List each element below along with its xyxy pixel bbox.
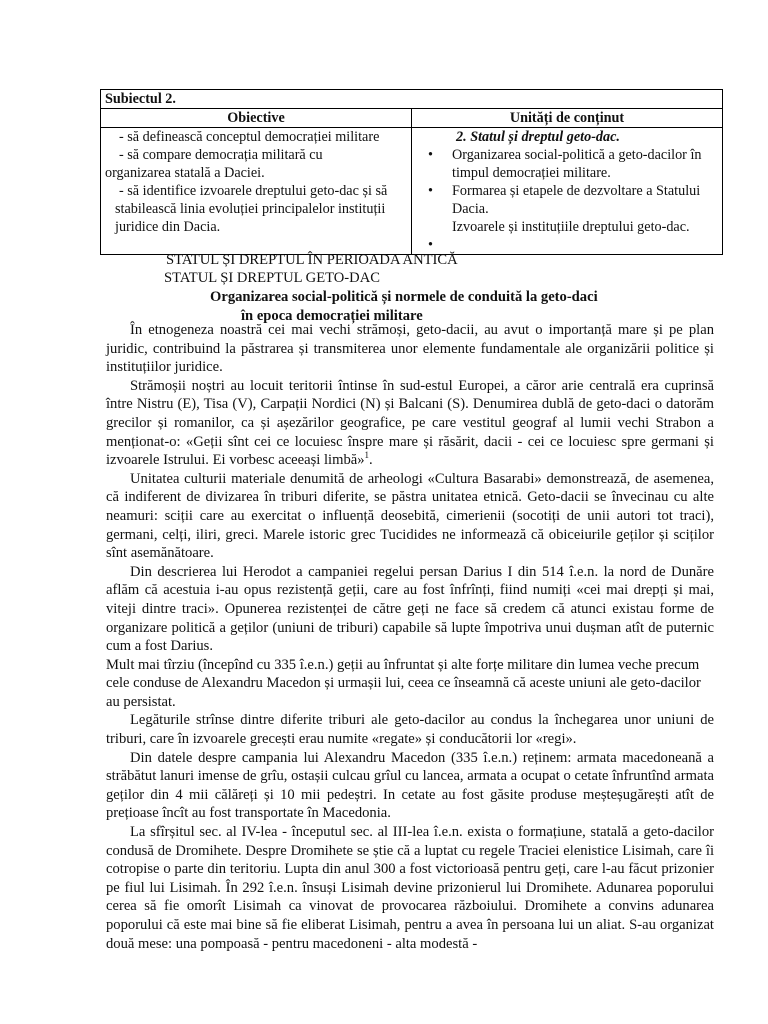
paragraph: Mult mai tîrziu (începînd cu 335 î.e.n.) geții au înfruntat și alte forțe militare din lumea veche precum cele conduse de Alexandru Macedon și urmașii lui, ceea ce înseamnă că aceste uniuni ale geto-dacilor au persistat. bbox=[106, 656, 701, 710]
paragraph: La sfîrșitul sec. al IV-lea - începutul sec. al III-lea î.e.n. exista o formațiune, statală a geto-dacilor condusă de Dromihete. Despre Dromihete se știe că a luptat cu regele Traciei elenistice Lisimah, care îi cotropise o parte din teritoriu. Lupta din anul 300 a fost victorioasă pentru geți, care l-au făcut prizonier pe fiul lui Lisimah. În 292 î.e.n. însuși Lisimah devine prizonierul lui Dromihete. Adunarea poporului cerea să fie omorît Lisimah ca vinovat de provocarea războiului. Dromihete a convins adunarea poporului că este mai bine să fie eliberat Lisimah, pentru a avea în persoana lui un aliat. S-au organizat două mese: una pompoasă - pentru macedoneni - alta modestă - bbox=[106, 824, 714, 952]
paragraph bbox=[106, 377, 714, 470]
paragraph-end: . bbox=[369, 452, 373, 469]
paragraph: Din datele despre campania lui Alexandru Macedon (335 î.e.n.) reținem: armata macedoneană a străbătut lanuri imense de grîu, ostașii culcau grîul cu lancea, armata a ocupat o cetate înfruntînd armata geților din 4 mii călăreți și 10 mii pedeștri. In cetate au fost găsite produse meșteșugărești atît de prețioase încît au fost transportate în Macedonia. bbox=[106, 749, 714, 822]
paragraph: Din descrierea lui Herodot a campaniei regelui persan Darius I din 514 î.e.n. la nord de Dunăre aflăm că acestuia i-au opus rezistență geții, care au fost înfrînți, fiind numiți «cei mai drepți și mai, viteji dintre traci». Opunerea rezistenței de către geți ne face să credem că atunci existau forme de organizare politică a geților (uniuni de triburi) capabile să lupte împotriva unui dușman atît de puternic cum a fost Darius. bbox=[106, 563, 714, 655]
section-heading: Organizarea social-politică și normele de conduită la geto-daci bbox=[210, 289, 598, 305]
objective-line: stabilească linia evoluției principalelor instituții bbox=[115, 201, 386, 217]
objectives-header: Obiective bbox=[101, 109, 412, 128]
paragraph: Legăturile strînse dintre diferite triburi ale geto-dacilor au condus la închegarea unor uniuni de triburi, care în izvoarele grecești erau numite «regate» și conducătorii lor «regi». bbox=[106, 712, 714, 748]
footnote-ref: 1 bbox=[364, 450, 370, 461]
objective-line: organizarea statală a Daciei. bbox=[105, 165, 265, 181]
objective-line: juridice din Dacia. bbox=[115, 219, 221, 235]
objective-line: - să identifice izvoarele dreptului geto-dac și să bbox=[119, 183, 388, 199]
body-text bbox=[106, 321, 714, 953]
unit-extra: Izvoarele și instituțiile dreptului geto-dac. bbox=[452, 219, 690, 235]
units-header: Unități de conținut bbox=[412, 109, 723, 128]
objectives-cell bbox=[101, 128, 412, 255]
unit-item: • Organizarea social-politică a geto-dacilor în timpul democrației militare. bbox=[416, 146, 718, 182]
paragraph: Unitatea culturii materiale denumită de arheologi «Cultura Basarabi» demonstrează, de asemenea, că indiferent de divizarea în triburi diferite, se păstra unitatea etnică. Geto-dacii se învecinau cu alte neamuri: sciții care au exercitat o influență deosebită, cimerienii (socotiți de unii autori tot traci), germani, celți, iliri, greci. Marele istoric grec Tucidides ne informează că obiceiurile geților și sciților sînt asemănătoare. bbox=[106, 470, 714, 562]
unit-item: • Formarea și etapele de dezvoltare a Statului Dacia. bbox=[416, 182, 718, 218]
objective-line: - să compare democrația militară cu bbox=[119, 147, 323, 163]
empty-bullet bbox=[416, 236, 718, 254]
main-title: STATUL ȘI DREPTUL ÎN PERIOADA ANTICĂ bbox=[166, 252, 458, 268]
units-cell bbox=[412, 128, 723, 255]
section-heading-cont: în epoca democrației militare bbox=[241, 308, 423, 324]
units-title: 2. Statul și dreptul geto-dac. bbox=[456, 129, 620, 145]
subject-label: Subiectul 2. bbox=[101, 90, 723, 109]
curriculum-table bbox=[100, 89, 723, 255]
paragraph: În etnogeneza noastră cei mai vechi strămoși, geto-dacii, au avut o importanță mare și pe plan juridic, contribuind la păstrarea și transmiterea unor elemente fundamentale ale organizării politice și instituțiilor juridice. bbox=[106, 322, 714, 376]
sub-title: STATUL ȘI DREPTUL GETO-DAC bbox=[164, 270, 380, 286]
objective-line: - să definească conceptul democrației militare bbox=[119, 129, 380, 145]
paragraph-text: Strămoșii noștri au locuit teritorii întinse în sud-estul Europei, a căror arie centrală era cuprinsă între Nistru (E), Tisa (V), Carpații Nordici (N) și Balcani (S). Denumirea dublă de geto-daci o datorăm grecilor și romanilor, ca și așezărilor geografice, pe care vestitul geograf al lumii vechi Strabon a menționat-o: «Geții sînt cei ce locuiesc înspre mare și răsărit, dacii - cei ce locuiesc spre germani și izvoarele Istrului. Ei vorbesc aceeași limbă» bbox=[106, 377, 714, 469]
